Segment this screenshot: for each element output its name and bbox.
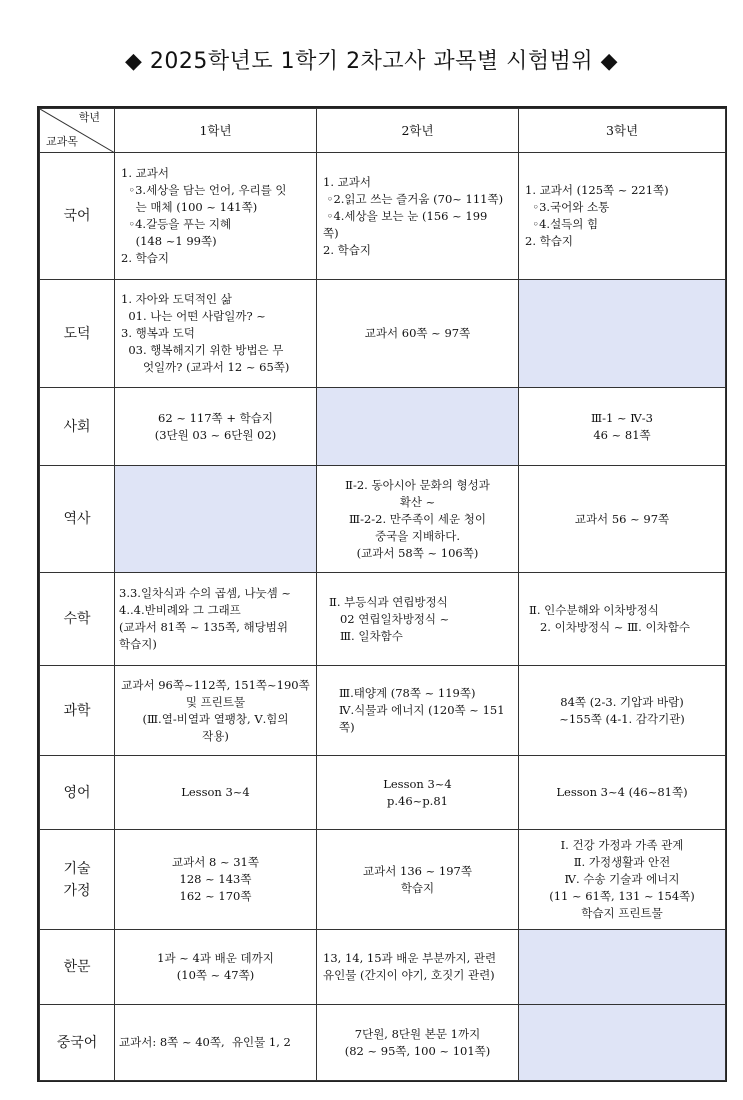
range-line: 2. 학습지 <box>121 251 169 265</box>
range-line: Lesson 3~4 <box>383 776 452 791</box>
table-row <box>40 466 726 573</box>
range-line: 2. 학습지 <box>323 242 371 257</box>
range-line: Ⅱ. 가정생활과 안전 <box>573 855 671 869</box>
range-line: 확산 ~ <box>399 494 436 509</box>
subject-cell <box>40 466 115 573</box>
range-line: Ⅲ-1 ~ Ⅳ-3 <box>591 410 653 425</box>
subject-cell <box>40 1005 115 1081</box>
range-line: (10쪽 ~ 47쪽) <box>176 968 255 982</box>
subject-name: 도덕 <box>63 325 91 342</box>
range-line: Ⅲ.태양계 (78쪽 ~ 119쪽) <box>339 686 476 700</box>
subject-cell <box>40 280 115 388</box>
subject-cell <box>40 666 115 756</box>
table-row <box>40 666 726 756</box>
corner-subject-label: 교과목 <box>46 135 78 148</box>
range-line: 학습지 <box>400 880 435 895</box>
range-line: 는 매체 (100 ~ 141쪽) <box>121 200 258 214</box>
grade-3-range-cell <box>519 466 726 573</box>
range-line: 3. 행복과 도덕 <box>121 326 195 340</box>
range-line: 01. 나는 어떤 사람일까? ~ <box>121 309 266 323</box>
grade-2-range-cell <box>317 930 519 1005</box>
grade-1-range-cell <box>115 1005 317 1081</box>
range-line: 교과서 8 ~ 31쪽 <box>172 855 259 869</box>
empty-shaded-cell <box>519 1005 726 1081</box>
grade-2-range-cell <box>317 280 519 388</box>
empty-shaded-cell <box>317 388 519 466</box>
table-row <box>40 1005 726 1081</box>
range-line: 및 프린트물 <box>185 694 246 709</box>
grade-1-range-cell <box>115 756 317 830</box>
range-line: ◦2.읽고 쓰는 즐거움 (70~ 111쪽) <box>323 191 504 206</box>
subject-cell <box>40 930 115 1005</box>
range-line: 1. 교과서 <box>121 166 169 180</box>
subject-name: 과학 <box>63 702 91 719</box>
range-line: 교과서 136 ~ 197쪽 <box>363 863 472 878</box>
range-line: Lesson 3~4 <box>181 785 250 799</box>
grade-2-range-cell <box>317 573 519 666</box>
range-line: 1. 교과서 <box>323 174 371 189</box>
grade-3-range-cell <box>519 756 726 830</box>
corner-header <box>40 109 115 153</box>
subject-name: 중국어 <box>56 1034 98 1051</box>
grade-1-range-cell <box>115 153 317 280</box>
table-row <box>40 573 726 666</box>
table-row <box>40 930 726 1005</box>
range-line: ◦3.국어와 소통 <box>525 200 610 214</box>
range-line: Ⅱ. 인수분해와 이차방정식 <box>529 603 659 617</box>
range-line: ◦4.세상을 보는 눈 (156 ~ 199 <box>323 208 488 223</box>
grade-3-range-cell <box>519 666 726 756</box>
empty-shaded-cell <box>519 930 726 1005</box>
range-line: 중국을 지배하다. <box>374 528 461 543</box>
range-line: 03. 행복해지기 위한 방법은 무 <box>121 343 284 357</box>
header-row <box>40 109 726 153</box>
grade-3-range-cell <box>519 830 726 930</box>
range-line: 유인물 (간지이 야기, 호짓기 관련) <box>323 968 495 982</box>
subject-cell <box>40 756 115 830</box>
subject-name: 수학 <box>63 611 91 627</box>
table-row <box>40 280 726 388</box>
table-row <box>40 388 726 466</box>
range-line: p.46~p.81 <box>387 793 448 808</box>
grade-1-range-cell <box>115 666 317 756</box>
range-line: 학습지) <box>119 637 157 651</box>
page-title: ◆ 2025학년도 1학기 2차고사 과목별 시험범위 ◆ <box>124 49 619 74</box>
grade-3-range-cell <box>519 153 726 280</box>
range-line: Ⅲ. 일차함수 <box>329 628 403 643</box>
range-line: 쪽) <box>323 225 339 240</box>
range-line: 교과서: 8쪽 ~ 40쪽, 유인물 1, 2 <box>119 1035 291 1049</box>
subject-name: 역사 <box>63 511 91 527</box>
range-line: 2. 학습지 <box>525 234 573 248</box>
grade-1-range-cell <box>115 930 317 1005</box>
grade-2-range-cell <box>317 830 519 930</box>
range-line: (82 ~ 95쪽, 100 ~ 101쪽) <box>344 1043 491 1058</box>
subject-name: 사회 <box>63 418 91 435</box>
grade-2-header: 2학년 <box>317 109 519 153</box>
grade-2-range-cell <box>317 466 519 573</box>
grade-1-range-cell <box>115 280 317 388</box>
grade-3-header: 3학년 <box>519 109 726 153</box>
range-line: Lesson 3~4 (46~81쪽) <box>556 785 688 799</box>
range-line: 작용) <box>202 728 229 743</box>
range-line: 7단원, 8단원 본문 1까지 <box>354 1026 481 1041</box>
corner-grade-label: 학년 <box>78 111 100 124</box>
range-line: 84쪽 (2-3. 기압과 바람) <box>560 694 684 709</box>
range-line: (3단원 03 ~ 6단원 02) <box>154 427 277 442</box>
grade-1-range-cell <box>115 830 317 930</box>
grade-3-range-cell <box>519 388 726 466</box>
range-line: Ⅲ-2-2. 만주족이 세운 청이 <box>349 511 486 526</box>
subject-name: 한문 <box>63 959 91 975</box>
range-line: (교과서 81쪽 ~ 135쪽, 해당범위 <box>119 620 288 634</box>
empty-shaded-cell <box>519 280 726 388</box>
subject-cell <box>40 388 115 466</box>
subject-cell <box>40 573 115 666</box>
range-line: 학습지 프린트물 <box>581 906 663 920</box>
range-line: (교과서 58쪽 ~ 106쪽) <box>356 545 479 560</box>
range-line: (148 ~1 99쪽) <box>121 234 217 248</box>
range-line: Ⅳ.식물과 에너지 (120쪽 ~ 151쪽) <box>339 703 505 734</box>
range-line: 46 ~ 81쪽 <box>593 427 651 442</box>
grade-1-range-cell <box>115 388 317 466</box>
range-line: 4..4.반비례와 그 그래프 <box>119 603 241 617</box>
grade-1-header: 1학년 <box>115 109 317 153</box>
range-line: 1과 ~ 4과 배운 데까지 <box>157 951 274 965</box>
subject-name: 영어 <box>63 784 91 801</box>
range-line: 62 ~ 117쪽 + 학습지 <box>158 410 273 425</box>
range-line: Ⅱ. 부등식과 연립방정식 <box>329 594 448 609</box>
range-line: 2. 이차방정식 ~ Ⅲ. 이차함수 <box>529 620 690 634</box>
range-line: 교과서 60쪽 ~ 97쪽 <box>364 326 471 340</box>
range-line: 교과서 96쪽~112쪽, 151쪽~190쪽 <box>121 677 310 692</box>
range-line: ◦3.세상을 담는 언어, 우리를 잇 <box>121 183 287 197</box>
range-line: (11 ~ 61쪽, 131 ~ 154쪽) <box>549 889 695 903</box>
range-line: 교과서 56 ~ 97쪽 <box>574 511 670 526</box>
exam-range-table <box>39 108 726 1081</box>
grade-2-range-cell <box>317 666 519 756</box>
range-line: 02 연립일차방정식 ~ <box>329 611 450 626</box>
range-line: 엇일까? (교과서 12 ~ 65쪽) <box>121 360 290 374</box>
table-row <box>40 756 726 830</box>
range-line: ~155쪽 (4-1. 감각기관) <box>559 711 685 726</box>
table-row <box>40 830 726 930</box>
subject-cell <box>40 153 115 280</box>
grade-3-range-cell <box>519 573 726 666</box>
range-line: (Ⅲ.열-비열과 열팽창, Ⅴ.힘의 <box>142 711 289 726</box>
subject-name: 국어 <box>63 208 91 224</box>
subject-cell <box>40 830 115 930</box>
range-line: 128 ~ 143쪽 <box>179 872 252 886</box>
grade-1-range-cell <box>115 573 317 666</box>
subject-name: 가정 <box>63 882 91 899</box>
grade-2-range-cell <box>317 153 519 280</box>
grade-2-range-cell <box>317 1005 519 1081</box>
range-line: ◦4.갈등을 푸는 지혜 <box>121 217 232 231</box>
range-line: Ⅱ-2. 동아시아 문화의 형성과 <box>345 477 490 492</box>
grade-2-range-cell <box>317 756 519 830</box>
range-line: 162 ~ 170쪽 <box>179 889 252 903</box>
range-line: 3.3.일차식과 수의 곱셈, 나눗셈 ~ <box>119 586 292 600</box>
range-line: Ⅰ. 건강 가정과 가족 관계 <box>560 838 684 852</box>
range-line: 1. 교과서 (125쪽 ~ 221쪽) <box>525 183 669 197</box>
empty-shaded-cell <box>115 466 317 573</box>
range-line: ◦4.설득의 힘 <box>525 217 599 231</box>
range-line: 1. 자아와 도덕적인 삶 <box>121 292 232 306</box>
table-row <box>40 153 726 280</box>
subject-name: 기술 <box>63 860 91 877</box>
range-line: Ⅳ. 수송 기술과 에너지 <box>564 872 680 886</box>
range-line: 13, 14, 15과 배운 부분까지, 관련 <box>323 951 497 965</box>
